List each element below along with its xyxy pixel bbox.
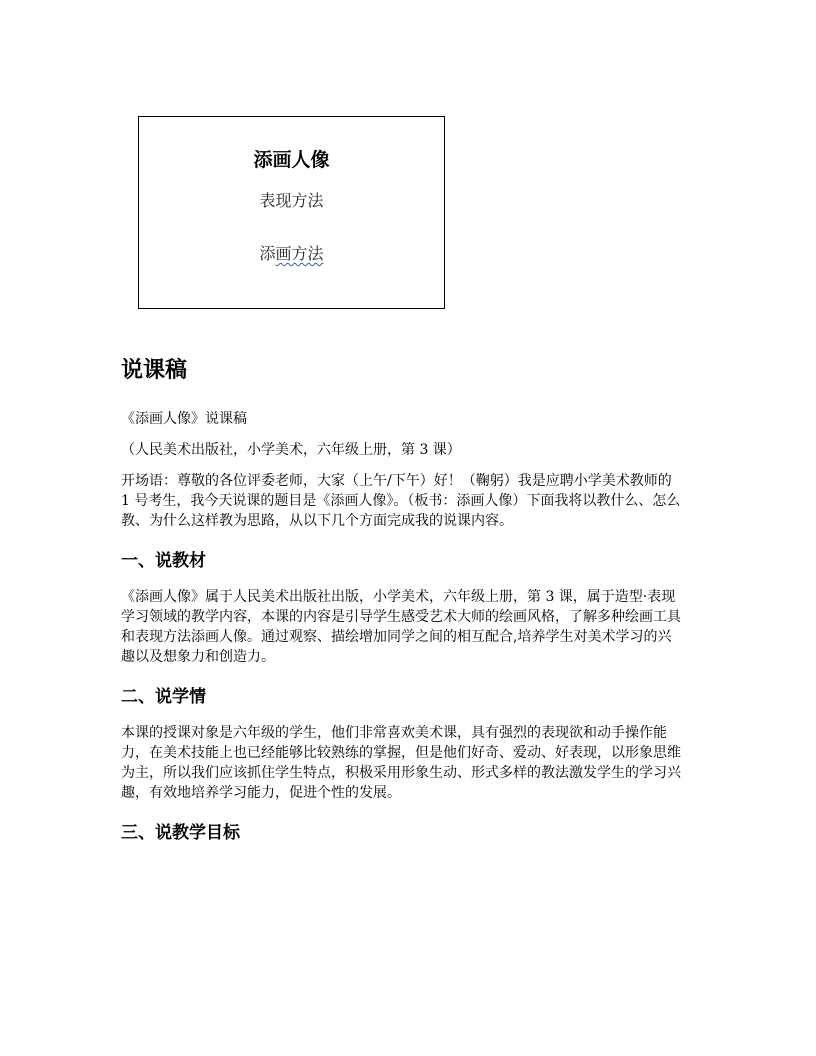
- slide-line2-prefix: 添: [259, 244, 276, 263]
- slide-subtitle-method: 表现方法: [259, 191, 324, 210]
- section-body-students: 本课的授课对象是六年级的学生，他们非常喜欢美术课，具有强烈的表现欲和动手操作能力，在美术技能上也已经能够比较熟练的掌握，但是他们好奇、爱动、好表现，以形象思维为主，所以我们应该抓住学生特点，积极采用形象生动、形式多样的教法激发学生的学习兴趣，有效地培养学习能力，促进个性的发展。: [121, 725, 681, 801]
- document-subtitle: 《添画人像》说课稿: [121, 411, 247, 427]
- document-heading: 说课稿: [121, 358, 188, 383]
- slide-thumbnail-box: [138, 116, 445, 309]
- section-heading-objectives: 三、说教学目标: [121, 823, 240, 843]
- spellcheck-underlined-text: 画方法: [275, 244, 324, 263]
- slide-title: 添画人像: [253, 149, 330, 171]
- document-body: [121, 355, 681, 859]
- section-body-textbook: 《添画人像》属于人民美术出版社出版，小学美术，六年级上册，第 3 课，属于造型·表现学习领域的教学内容，本课的内容是引导学生感受艺术大师的绘画风格，了解多种绘画工具和表现方法添画人像。通过观察、描绘增加同学之间的相互配合,培养学生对美术学习的兴趣以及想象力和创造力。: [121, 589, 681, 665]
- slide-subtitle-addition: [139, 241, 444, 264]
- section-heading-textbook: 一、说教材: [121, 551, 206, 571]
- publisher-info: （人民美术出版社，小学美术，六年级上册，第 3 课）: [121, 442, 461, 458]
- opening-paragraph: 开场语：尊敬的各位评委老师，大家（上午/下午）好！（鞠躬）我是应聘小学美术教师的 1 号考生，我今天说课的题目是《添画人像》。（板书：添画人像）下面我将以教什么、怎么教、为什么这样教为思路，从以下几个方面完成我的说课内容。: [121, 473, 681, 529]
- section-heading-students: 二、说学情: [121, 687, 206, 707]
